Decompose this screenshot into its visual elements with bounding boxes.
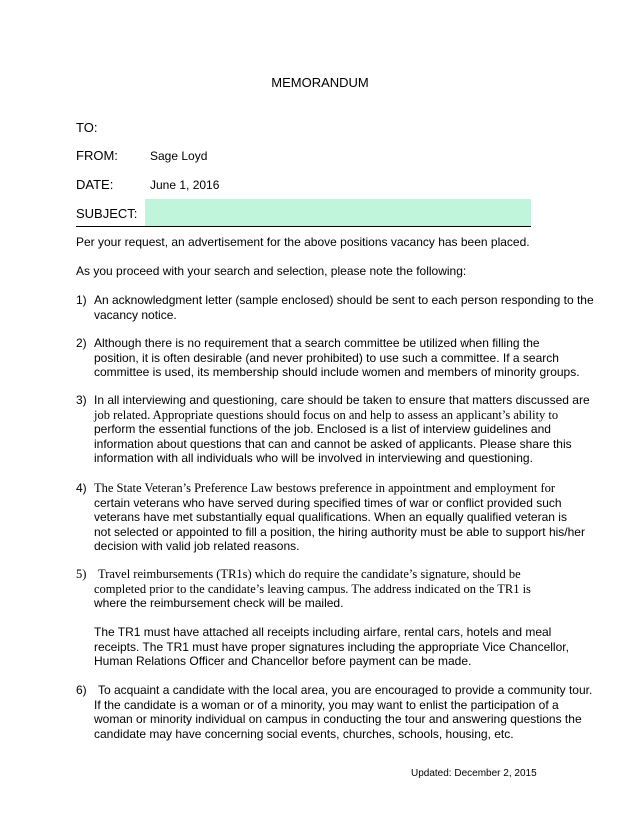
- list-item-line: An acknowledgment letter (sample enclosed) should be sent to each person responding to the: [94, 293, 594, 307]
- list-item-line: perform the essential functions of the job. Enclosed is a list of interview guidelines and: [94, 422, 551, 437]
- list-item-line: receipts. The TR1 must have proper signatures including the appropriate Vice Chancellor,: [94, 639, 569, 654]
- list-item-1: [94, 293, 594, 322]
- list-item-4: [94, 481, 585, 554]
- list-item-line: committee is used, its membership should include women and members of minority groups.: [94, 365, 580, 380]
- list-item-line: In all interviewing and questioning, care should be taken to ensure that matters discussed are: [94, 393, 590, 407]
- list-item-line: vacancy notice.: [94, 307, 177, 322]
- list-item-5-continued: [94, 625, 569, 669]
- list-item-line: veterans have met substantially equal qualifications. When an equally qualified veteran is: [94, 510, 567, 525]
- item-1-number: 1): [76, 293, 87, 307]
- list-item-line: woman or minority individual on campus in conducting the tour and answering questions the: [94, 712, 582, 727]
- list-item-line: Although there is no requirement that a search committee be utilized when filling the: [94, 336, 540, 350]
- subject-underline: [76, 226, 531, 227]
- list-item-line: Travel reimbursements (TR1s) which do require the candidate’s signature, should be: [98, 567, 521, 581]
- item-3-number: 3): [76, 393, 87, 407]
- list-item-line: information with all individuals who will be involved in interviewing and questioning.: [94, 451, 533, 466]
- intro-note: As you proceed with your search and selection, please note the following:: [76, 264, 467, 278]
- list-item-line: where the reimbursement check will be mailed.: [94, 596, 344, 611]
- list-item-line: To acquaint a candidate with the local area, you are encouraged to provide a community tour.: [98, 683, 593, 697]
- list-item-line: decision with valid job related reasons.: [94, 539, 300, 554]
- list-item-line: completed prior to the candidate’s leaving campus. The address indicated on the TR1 is: [94, 581, 531, 596]
- list-item-line: not selected or appointed to fill a position, the hiring authority must be able to support his/her: [94, 524, 585, 539]
- list-item-line: If the candidate is a woman or of a minority, you may want to enlist the participation of a: [94, 697, 559, 712]
- date-value: June 1, 2016: [150, 178, 220, 192]
- from-value: Sage Loyd: [150, 149, 208, 163]
- item-6-number: 6): [76, 683, 87, 697]
- item-2-number: 2): [76, 336, 87, 350]
- intro-request: Per your request, an advertisement for the above positions vacancy has been placed.: [76, 235, 530, 249]
- from-label: FROM:: [76, 148, 118, 163]
- subject-input[interactable]: [145, 199, 531, 226]
- list-item-line: position, it is often desirable (and never prohibited) to use such a committee. If a search: [94, 350, 559, 365]
- to-label: TO:: [76, 120, 98, 135]
- list-item-5: [94, 567, 531, 611]
- list-item-line: The State Veteran’s Preference Law bestows preference in appointment and employment for: [94, 481, 556, 495]
- memo-title: MEMORANDUM: [271, 75, 369, 90]
- list-item-3: [94, 393, 590, 466]
- list-item-line: The TR1 must have attached all receipts including airfare, rental cars, hotels and meal: [94, 625, 552, 639]
- list-item-2: [94, 336, 580, 380]
- list-item-6: [94, 683, 592, 741]
- date-label: DATE:: [76, 177, 114, 192]
- list-item-line: information about questions that can and cannot be asked of applicants. Please share this: [94, 436, 572, 451]
- item-5-number: 5): [76, 567, 87, 581]
- list-item-line: candidate may have concerning social events, churches, schools, housing, etc.: [94, 726, 514, 741]
- item-4-number: 4): [76, 481, 87, 495]
- subject-label: SUBJECT:: [76, 206, 138, 221]
- updated-date: Updated: December 2, 2015: [411, 768, 537, 779]
- list-item-line: Human Relations Officer and Chancellor before payment can be made.: [94, 654, 472, 669]
- list-item-line: job related. Appropriate questions should focus on and help to assess an applicant’s ability to: [94, 407, 559, 422]
- list-item-line: certain veterans who have served during specified times of war or conflict provided such: [94, 495, 562, 510]
